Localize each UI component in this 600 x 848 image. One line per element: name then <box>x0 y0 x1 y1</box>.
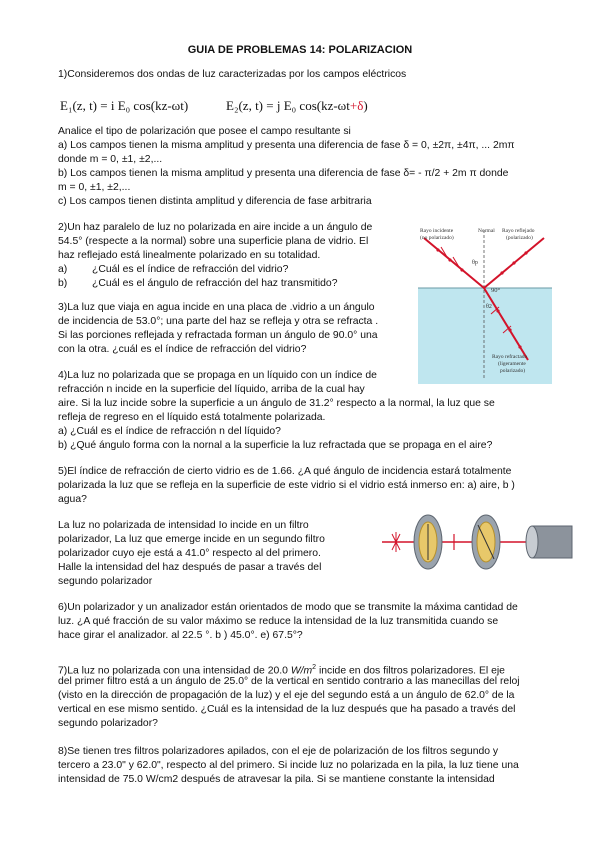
p1-case-c: c) Los campos tienen distinta amplitud y diferencia de fase arbitraria <box>58 196 372 207</box>
p4-line3: aire. Si la luz incide sobre la superficie a un ángulo de 31.2° respecto a la normal, la luz que se <box>58 398 495 409</box>
p7-line2: del primer filtro está a un ángulo de 25.0° de la vertical en sentido contrario a las manecillas del reloj <box>58 676 520 687</box>
glass-region <box>418 288 552 384</box>
p4-line1: 4)La luz no polarizada que se propaga en un líquido con un índice de <box>58 370 377 381</box>
p4-line4: refleja de regreso en el líquido está totalmente polarizada. <box>58 412 326 423</box>
p7-line4: vertical en ese mismo sentido. ¿Cuál es la intensidad de la luz después que ha pasado a través del <box>58 704 516 715</box>
label-refracted-2: (ligeramente <box>498 361 526 367</box>
p7-line3: (visto en la dirección de propagación de la luz) y el eje del segundo está a un ángulo de 62.0° de la <box>58 690 515 701</box>
p1-intro: 1)Consideremos dos ondas de luz caracterizadas por los campos eléctricos <box>58 69 407 80</box>
p2-question-a: ¿Cuál es el índice de refracción del vidrio? <box>92 264 289 275</box>
label-refracted-1: Rayo refractado <box>492 354 528 360</box>
p8-line3: intensidad de 75.0 W/cm2 después de atravesar la pila. Si se mantiene constante la intensidad <box>58 774 495 785</box>
p7-unit-exponent: 2 <box>312 664 317 671</box>
equation-e2 <box>226 98 368 114</box>
p1-case-a-line1: a) Los campos tienen la misma amplitud y presenta una diferencia de fase δ = 0, ±2π, ±4π, ... 2mπ <box>58 140 515 151</box>
equation-e2-close: ) <box>363 98 368 113</box>
label-reflected-1: Rayo reflejado <box>502 228 535 234</box>
p2-line1: 2)Un haz paralelo de luz no polarizada en aire incide a un ángulo de <box>58 222 373 233</box>
label-incident-2: (no polarizado) <box>420 235 454 241</box>
p5b-line3: polarizador cuyo eje está a 41.0° respecto al del primero. <box>58 548 321 559</box>
page-title: GUIA DE PROBLEMAS 14: POLARIZACION <box>187 44 413 56</box>
detector-aperture <box>526 526 538 558</box>
p5b-line2: polarizador, La luz que emerge incide en un segundo filtro <box>58 534 325 545</box>
p1-analyze: Analice el tipo de polarización que posee el campo resultante si <box>58 126 351 137</box>
equation-e2-phase: +δ <box>349 98 364 113</box>
p3-line4: con la otra. ¿cuál es el índice de refracción del vidrio? <box>58 344 307 355</box>
brewster-angle-figure <box>418 224 552 384</box>
p4-question-a: a) ¿Cuál es el índice de refracción n del líquido? <box>58 426 281 437</box>
p3-line1: 3)La luz que viaja en agua incide en una placa de .vidrio a un ángulo <box>58 302 375 313</box>
label-theta-2: θ2 <box>486 304 492 310</box>
label-90-degrees: 90° <box>491 287 501 294</box>
p5-line2: polarizada la luz que se refleja en la superficie de este vidrio si el vidrio está inmerso en: a) aire, b ) <box>58 480 515 491</box>
label-reflected-2: (polarizado) <box>506 235 533 241</box>
p1-case-b-line2: m = 0, ±1, ±2,... <box>58 182 131 193</box>
equation-e2-main: E₂(z, t) = j E₀ cos(kz-ωt <box>226 98 350 113</box>
p4-question-b: b) ¿Qué ángulo forma con la nornal a la superficie la luz refractada que se propaga en el aire? <box>58 440 493 451</box>
p7-unit: W/m <box>290 665 313 677</box>
p7-line1-end: incide en dos filtros polarizadores. El eje <box>316 665 505 677</box>
label-theta-p: θp <box>472 260 478 266</box>
p7-line5: segundo polarizador? <box>58 718 158 729</box>
p6-line1: 6)Un polarizador y un analizador están orientados de modo que se transmite la máxima cantidad de <box>58 602 518 613</box>
p7-line1-start: 7)La luz no polarizada con una intensidad de 20.0 <box>58 665 291 677</box>
equation-e1: E₁(z, t) = i E₀ cos(kz-ωt) <box>60 98 189 113</box>
p8-line2: tercero a 23.0" y 62.0", respecto al del primero. Si incide luz no polarizada en la pila, la luz tiene una <box>58 760 519 771</box>
p5-line1: 5)El índice de refracción de cierto vidrio es de 1.66. ¿A qué ángulo de incidencia estará totalmente <box>58 466 512 477</box>
p5b-line1: La luz no polarizada de intensidad Io incide en un filtro <box>58 520 309 531</box>
p6-line2: luz. ¿A qué fracción de su valor máximo se reduce la intensidad de la luz transmitida cuando se <box>58 616 499 627</box>
p5-line3: agua? <box>58 494 87 505</box>
p3-line3: Si las porciones reflejada y refractada forman un ángulo de 90.0° una <box>58 330 378 341</box>
p4-line2: refracción n incide en la superficie del líquido, arriba de la cual hay <box>58 384 365 395</box>
polarizers-figure <box>382 508 578 574</box>
p2-line2: 54.5° (respecte a la normal) sobre una superficie plana de vidrio. El <box>58 236 369 247</box>
label-refracted-3: polarizado) <box>500 368 526 374</box>
p5b-line4: Halle la intensidad del haz después de pasar a través del <box>58 562 322 573</box>
label-incident-1: Rayo incidente <box>420 228 454 234</box>
p1-case-a-line2: donde m = 0, ±1, ±2,... <box>58 154 163 165</box>
p1-case-b-line1: b) Los campos tienen la misma amplitud y presenta una diferencia de fase δ= - π/2 + 2m π donde <box>58 168 509 179</box>
p2-a-label: a) <box>58 264 68 275</box>
p5b-line5: segundo polarizador <box>58 576 153 587</box>
p2-question-b: ¿Cuál es el ángulo de refracción del haz transmitido? <box>92 278 338 289</box>
p2-line3: haz reflejado está linealmente polarizado en su totalidad. <box>58 250 321 261</box>
p2-b-label: b) <box>58 278 68 289</box>
p8-line1: 8)Se tienen tres filtros polarizadores apilados, con el eje de polarización de los filtros segundo y <box>58 746 499 757</box>
p3-line2: de incidencia de 53.0°; una parte del haz se refleja y otra se refracta . <box>58 316 379 327</box>
p6-line3: hace girar el analizador. al 22.5 °. b ) 45.0°. e) 67.5°? <box>58 630 303 641</box>
label-normal: Normal <box>478 228 495 234</box>
